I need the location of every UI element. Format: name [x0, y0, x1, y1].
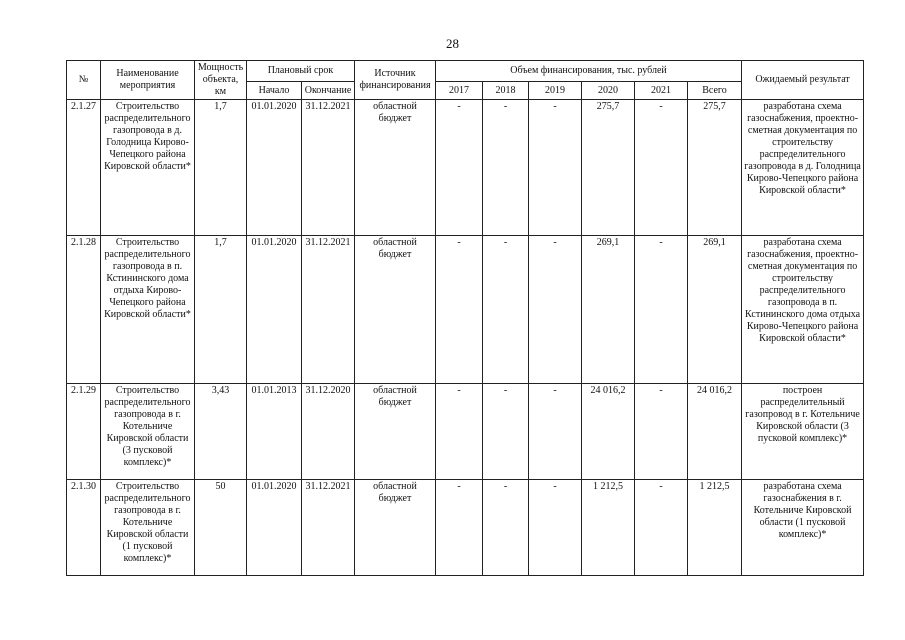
- row-value-2018: -: [483, 384, 529, 480]
- row-start: 01.01.2013: [247, 384, 302, 480]
- row-value-2021: -: [635, 100, 688, 236]
- row-value-2018: -: [483, 236, 529, 384]
- row-value-2021: -: [635, 236, 688, 384]
- header-total: Всего: [688, 82, 742, 100]
- row-value-2017: -: [436, 384, 483, 480]
- header-end: Окончание: [302, 82, 355, 100]
- row-end: 31.12.2021: [302, 480, 355, 576]
- header-funding: Объем финансирования, тыс. рублей: [436, 61, 742, 82]
- row-result: построен распределительный газопровод в г. Котельниче Кировской области (3 пусковой комплекс)*: [742, 384, 864, 480]
- header-source: Источник финансирования: [355, 61, 436, 100]
- row-value-2020: 269,1: [582, 236, 635, 384]
- row-name: Строительство распределительного газопровода в г. Котельниче Кировской области (3 пусковой комплекс)*: [101, 384, 195, 480]
- row-result: разработана схема газоснабжения, проектно-сметная документация по строительству распределительного газопровода в п. Кстининского дома отдыха Кирово-Чепецкого района Кировской области*: [742, 236, 864, 384]
- table-row: [67, 236, 864, 384]
- row-value-2017: -: [436, 100, 483, 236]
- row-value-2019: -: [529, 384, 582, 480]
- header-year-2020: 2020: [582, 82, 635, 100]
- row-value-2019: -: [529, 236, 582, 384]
- header-num: №: [67, 61, 101, 100]
- row-source: областной бюджет: [355, 480, 436, 576]
- row-total: 1 212,5: [688, 480, 742, 576]
- row-capacity: 50: [195, 480, 247, 576]
- header-year-2021: 2021: [635, 82, 688, 100]
- row-value-2021: -: [635, 480, 688, 576]
- row-start: 01.01.2020: [247, 100, 302, 236]
- table-row: [67, 100, 864, 236]
- table-row: [67, 384, 864, 480]
- header-name: Наименование мероприятия: [101, 61, 195, 100]
- funding-table: [66, 60, 864, 576]
- row-value-2020: 275,7: [582, 100, 635, 236]
- row-end: 31.12.2021: [302, 236, 355, 384]
- header-plan-term: Плановый срок: [247, 61, 355, 82]
- row-end: 31.12.2021: [302, 100, 355, 236]
- row-value-2019: -: [529, 100, 582, 236]
- row-num: 2.1.30: [67, 480, 101, 576]
- row-value-2017: -: [436, 236, 483, 384]
- row-capacity: 1,7: [195, 236, 247, 384]
- row-source: областной бюджет: [355, 236, 436, 384]
- row-start: 01.01.2020: [247, 480, 302, 576]
- row-total: 275,7: [688, 100, 742, 236]
- row-result: разработана схема газоснабжения, проектно-сметная документация по строительству распределительного газопровода в д. Голодница Кирово-Чепецкого района Кировской области*: [742, 100, 864, 236]
- row-name: Строительство распределительного газопровода в г. Котельниче Кировской области (1 пусковой комплекс)*: [101, 480, 195, 576]
- row-value-2021: -: [635, 384, 688, 480]
- row-value-2020: 1 212,5: [582, 480, 635, 576]
- row-total: 269,1: [688, 236, 742, 384]
- header-year-2019: 2019: [529, 82, 582, 100]
- row-end: 31.12.2020: [302, 384, 355, 480]
- header-year-2018: 2018: [483, 82, 529, 100]
- row-source: областной бюджет: [355, 100, 436, 236]
- row-start: 01.01.2020: [247, 236, 302, 384]
- row-num: 2.1.29: [67, 384, 101, 480]
- header-result: Ожидаемый результат: [742, 61, 864, 100]
- row-name: Строительство распределительного газопровода в д. Голодница Кирово-Чепецкого района Кировской области*: [101, 100, 195, 236]
- row-value-2018: -: [483, 100, 529, 236]
- row-num: 2.1.28: [67, 236, 101, 384]
- row-result: разработана схема газоснабжения в г. Котельниче Кировской области (1 пусковой комплекс)*: [742, 480, 864, 576]
- table-row: [67, 480, 864, 576]
- row-source: областной бюджет: [355, 384, 436, 480]
- row-capacity: 3,43: [195, 384, 247, 480]
- header-capacity: Мощность объекта, км: [195, 61, 247, 100]
- header-start: Начало: [247, 82, 302, 100]
- row-value-2018: -: [483, 480, 529, 576]
- row-value-2017: -: [436, 480, 483, 576]
- row-value-2020: 24 016,2: [582, 384, 635, 480]
- row-total: 24 016,2: [688, 384, 742, 480]
- header-year-2017: 2017: [436, 82, 483, 100]
- row-value-2019: -: [529, 480, 582, 576]
- row-num: 2.1.27: [67, 100, 101, 236]
- row-capacity: 1,7: [195, 100, 247, 236]
- page-number: 28: [446, 36, 459, 51]
- row-name: Строительство распределительного газопровода в п. Кстининского дома отдыха Кирово-Чепецкого района Кировской области*: [101, 236, 195, 384]
